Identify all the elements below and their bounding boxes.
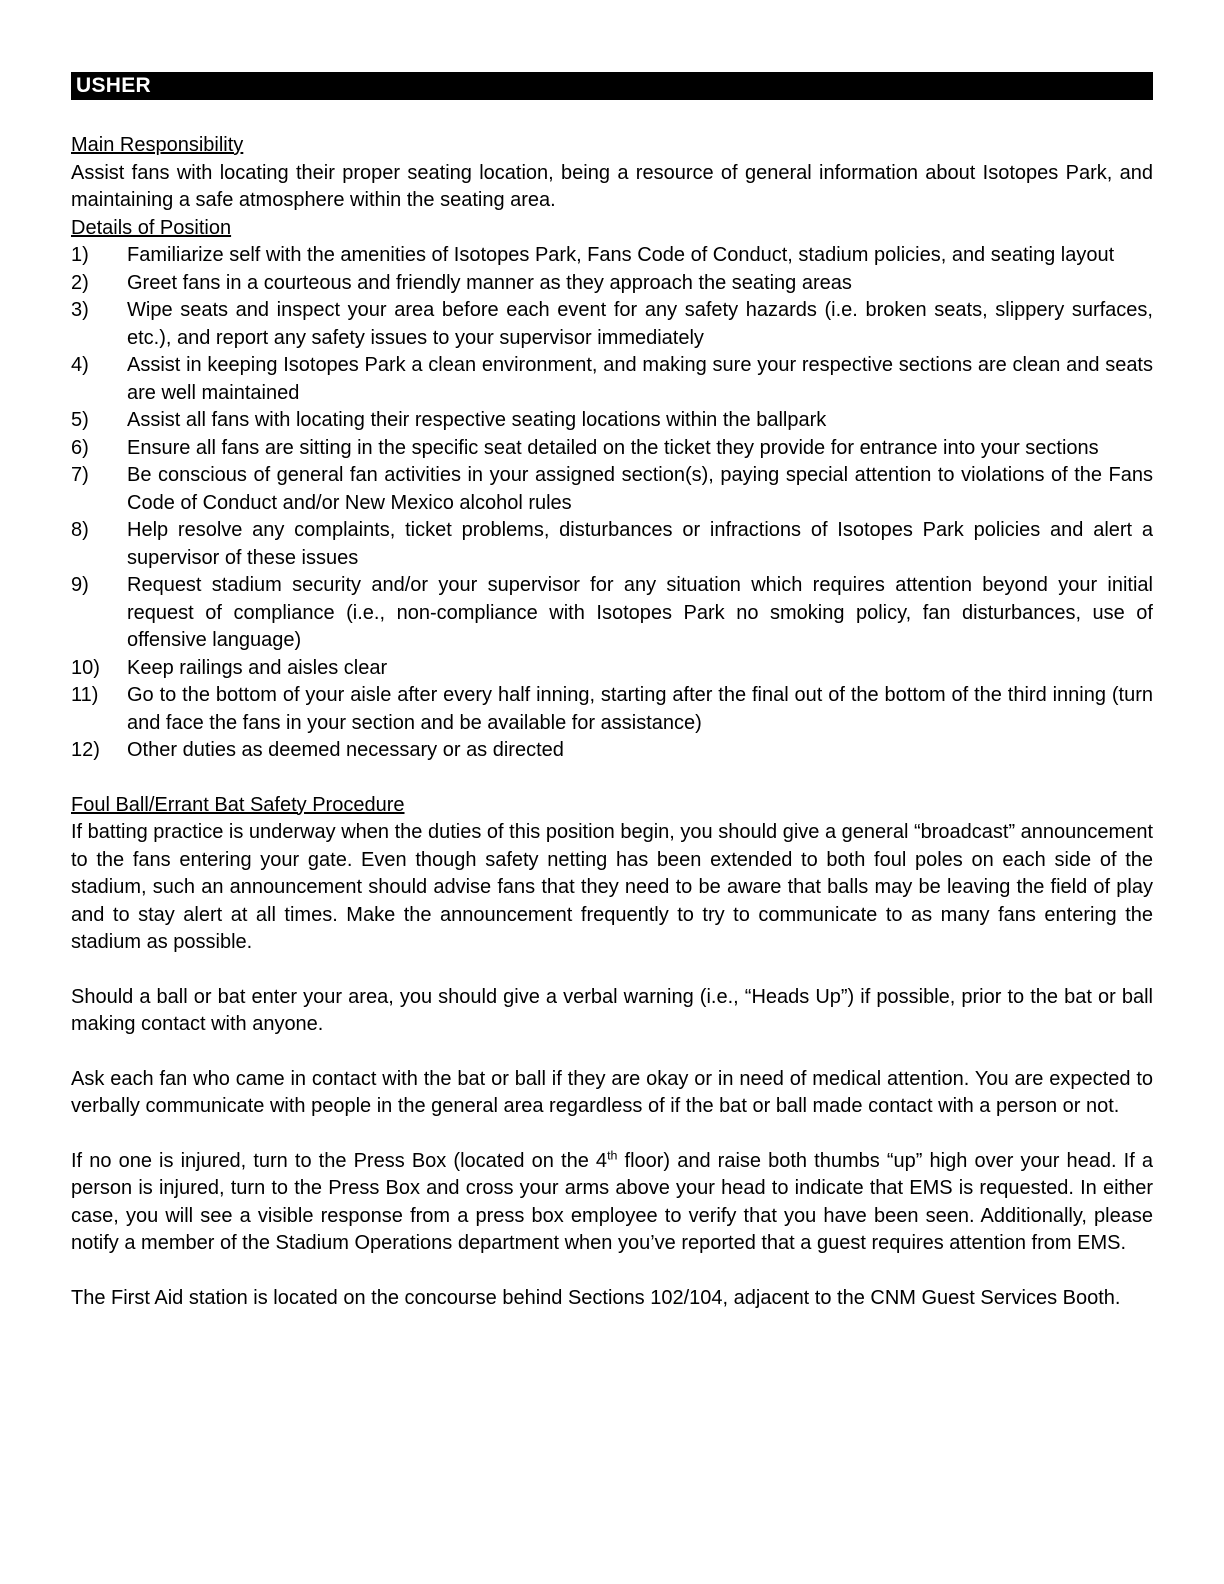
list-item <box>71 242 1153 270</box>
section-heading-main-responsibility: Main Responsibility <box>71 134 244 156</box>
section-heading-details-of-position: Details of Position <box>71 216 232 239</box>
paragraph-press-box-signals <box>71 1148 1153 1258</box>
list-item <box>71 655 1153 683</box>
list-item-number: 9) <box>71 574 89 596</box>
list-item <box>71 737 1153 765</box>
paragraph-verbal-warning: Should a ball or bat enter your area, you should give a verbal warning (i.e., “Heads Up”) if possible, prior to the bat or ball making contact with anyone. <box>71 985 1153 1035</box>
list-item-text: Greet fans in a courteous and friendly manner as they approach the seating areas <box>127 271 852 294</box>
list-item-text: Help resolve any complaints, ticket problems, disturbances or infractions of Isotopes Park policies and alert a supervisor of these issues <box>127 519 1153 569</box>
list-item <box>71 517 1153 572</box>
list-item <box>71 352 1153 407</box>
list-item-number: 5) <box>71 409 89 431</box>
list-item-text: Wipe seats and inspect your area before each event for any safety hazards (i.e. broken seats, slippery surfaces, etc.), and report any safety issues to your supervisor immediately <box>127 299 1153 349</box>
list-item-text: Familiarize self with the amenities of Isotopes Park, Fans Code of Conduct, stadium policies, and seating layout <box>127 244 1115 266</box>
list-item <box>71 572 1153 655</box>
list-item-number: 12) <box>71 739 100 761</box>
list-item-text: Be conscious of general fan activities in your assigned section(s), paying special attention to violations of the Fans Code of Conduct and/or New Mexico alcohol rules <box>127 464 1153 514</box>
list-item-text: Keep railings and aisles clear <box>127 656 388 679</box>
section-foul-ball-safety <box>71 792 1153 1313</box>
press-box-text-after: floor) and raise both thumbs “up” high over your head. If a person is injured, turn to the Press Box and cross your arms above your head to indicate that EMS is requested. In either case, you will see a visible response from a press box employee to verify that you have been seen. Additionally, please notify a member of the Stadium Operations department when you’ve reported that a guest requires attention from EMS. <box>71 1149 1154 1254</box>
list-item-number: 6) <box>71 436 89 459</box>
list-item <box>71 297 1153 352</box>
list-item-number: 10) <box>71 656 100 679</box>
list-item-number: 2) <box>71 271 89 294</box>
document-title: USHER <box>76 74 152 98</box>
list-item-text: Assist in keeping Isotopes Park a clean environment, and making sure your respective sections are clean and seats are well maintained <box>127 354 1153 404</box>
list-item-number: 4) <box>71 354 89 376</box>
section-main-responsibility <box>71 132 1153 215</box>
document-title-bar <box>71 72 1153 100</box>
list-item-text: Assist all fans with locating their respective seating locations within the ballpark <box>127 409 827 431</box>
list-item <box>71 462 1153 517</box>
list-item-text: Other duties as deemed necessary or as directed <box>127 739 564 761</box>
list-item-number: 8) <box>71 519 89 541</box>
list-item-number: 3) <box>71 299 89 321</box>
list-item-text: Request stadium security and/or your supervisor for any situation which requires attention beyond your initial request of compliance (i.e., non-compliance with Isotopes Park no smoking policy, fan disturbances, use of offensive language) <box>127 574 1153 651</box>
paragraph-first-aid-location: The First Aid station is located on the concourse behind Sections 102/104, adjacent to the CNM Guest Services Booth. <box>71 1286 1121 1309</box>
list-item <box>71 435 1153 463</box>
list-item-text: Ensure all fans are sitting in the specific seat detailed on the ticket they provide for entrance into your sections <box>127 436 1099 459</box>
list-item <box>71 407 1153 435</box>
list-item-number: 11) <box>71 684 99 706</box>
paragraph-main-responsibility: Assist fans with locating their proper seating location, being a resource of general information about Isotopes Park, and maintaining a safe atmosphere within the seating area. <box>71 161 1153 211</box>
list-item <box>71 682 1153 737</box>
section-heading-foul-ball-safety: Foul Ball/Errant Bat Safety Procedure <box>71 793 405 816</box>
press-box-text-before: If no one is injured, turn to the Press Box (located on the 4 <box>71 1149 608 1172</box>
details-of-position-list <box>71 242 1153 765</box>
paragraph-ask-each-fan: Ask each fan who came in contact with the bat or ball if they are okay or in need of medical attention. You are expected to verbally communicate with people in the general area regardless of if the bat or ball made contact with a person or not. <box>71 1067 1153 1117</box>
ordinal-superscript: th <box>607 1147 618 1162</box>
section-details-of-position <box>71 215 1153 765</box>
paragraph-batting-practice: If batting practice is underway when the duties of this position begin, you should give a general “broadcast” announcement to the fans entering your gate. Even though safety netting has been extended to both foul poles on each side of the stadium, such an announcement should advise fans that they need to be aware that balls may be leaving the field of play and to stay alert at all times. Make the announcement frequently to try to communicate to as many fans entering the stadium as possible. <box>71 821 1153 953</box>
list-item-number: 1) <box>71 244 89 266</box>
list-item-text: Go to the bottom of your aisle after every half inning, starting after the final out of the bottom of the third inning (turn and face the fans in your section and be available for assistance) <box>127 684 1153 734</box>
list-item-number: 7) <box>71 464 89 486</box>
list-item <box>71 270 1153 298</box>
